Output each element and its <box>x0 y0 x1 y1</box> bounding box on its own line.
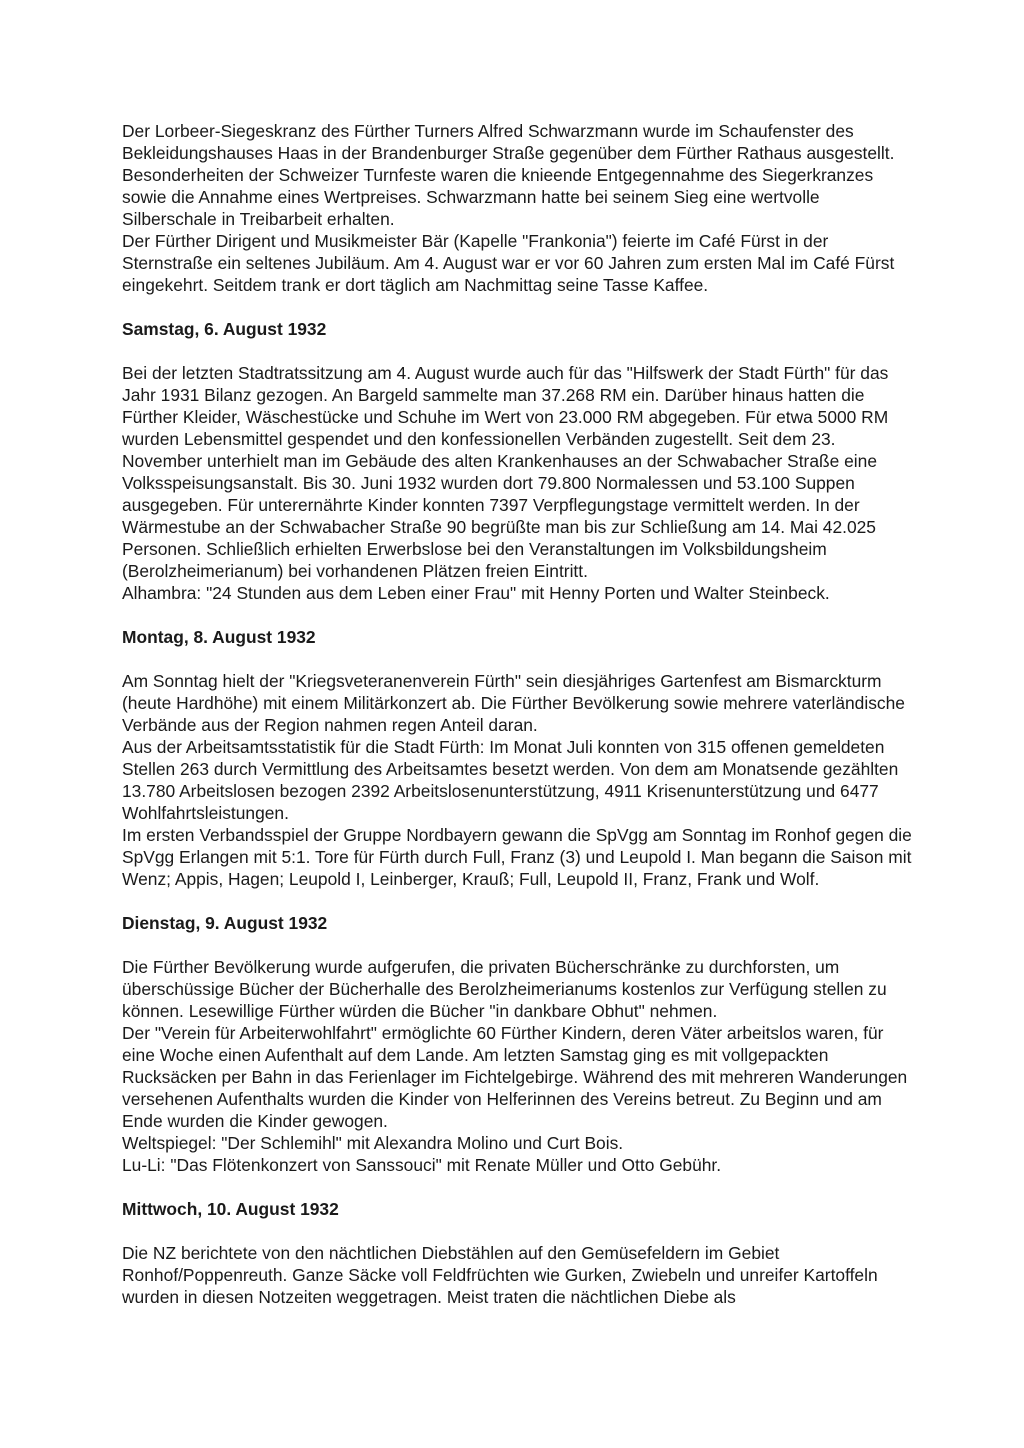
section-paragraph: Aus der Arbeitsamtsstatistik für die Stadt Fürth: Im Monat Juli konnten von 315 offenen gemeldeten Stellen 263 durch Vermittlung des Arbeitsamtes besetzt werden. Von dem am Monatsende gezählten 13.780 Arbeitslosen bezogen 2392 Arbeitslosenunterstützung, 4911 Krisenunterstützung und 6477 Wohlfahrtsleistungen. <box>122 737 899 823</box>
section-paragraph: Die Fürther Bevölkerung wurde aufgerufen, die privaten Bücherschränke zu durchforsten, um überschüssige Bücher der Bücherhalle des Berolzheimerianums kostenlos zur Verfügung stellen zu können. Lesewillige Fürther würden die Bücher "in dankbare Obhut" nehmen. <box>122 957 887 1021</box>
section-body-montag <box>122 670 912 890</box>
intro-paragraph-1: Der Lorbeer-Siegeskranz des Fürther Turners Alfred Schwarzmann wurde im Schaufenster des Bekleidungshauses Haas in der Brandenburger Straße gegenüber dem Fürther Rathaus ausgestellt. Besonderheiten der Schweizer Turnfeste waren die knieende Entgegennahme des Siegerkranzes sowie die Annahme eines Wertpreises. Schwarzmann hatte bei seinem Sieg eine wertvolle Silberschale in Treibarbeit erhalten. <box>122 121 895 229</box>
section-paragraph: Die NZ berichtete von den nächtlichen Diebstählen auf den Gemüsefeldern im Gebiet Ronhof/Poppenreuth. Ganze Säcke voll Feldfrüchten wie Gurken, Zwiebeln und unreifer Kartoffeln wurden in diesen Notzeiten weggetragen. Meist traten die nächtlichen Diebe als <box>122 1243 878 1307</box>
section-paragraph: Alhambra: "24 Stunden aus dem Leben einer Frau" mit Henny Porten und Walter Steinbeck. <box>122 583 830 603</box>
section-body-mittwoch <box>122 1242 912 1308</box>
section-heading-samstag: Samstag, 6. August 1932 <box>122 319 327 339</box>
intro-block <box>122 120 912 296</box>
section-body-samstag <box>122 362 912 604</box>
intro-paragraph-2: Der Fürther Dirigent und Musikmeister Bär (Kapelle "Frankonia") feierte im Café Fürst in der Sternstraße ein seltenes Jubiläum. Am 4. August war er vor 60 Jahren zum ersten Mal im Café Fürst eingekehrt. Seitdem trank er dort täglich am Nachmittag seine Tasse Kaffee. <box>122 231 895 295</box>
section-heading-montag: Montag, 8. August 1932 <box>122 627 316 647</box>
section-paragraph: Lu-Li: "Das Flötenkonzert von Sanssouci" mit Renate Müller und Otto Gebühr. <box>122 1155 722 1175</box>
document-page <box>122 120 912 1308</box>
section-paragraph: Im ersten Verbandsspiel der Gruppe Nordbayern gewann die SpVgg am Sonntag im Ronhof gegen die SpVgg Erlangen mit 5:1. Tore für Fürth durch Full, Franz (3) und Leupold I. Man begann die Saison mit Wenz; Appis, Hagen; Leupold I, Leinberger, Krauß; Full, Leupold II, Franz, Frank und Wolf. <box>122 825 912 889</box>
section-paragraph: Der "Verein für Arbeiterwohlfahrt" ermöglichte 60 Fürther Kindern, deren Väter arbeitslos waren, für eine Woche einen Aufenthalt auf dem Lande. Am letzten Samstag ging es mit vollgepackten Rucksäcken per Bahn in das Ferienlager im Fichtelgebirge. Während des mit mehreren Wanderungen versehenen Aufenthalts wurden die Kinder von Helferinnen des Vereins betreut. Zu Beginn und am Ende wurden die Kinder gewogen. <box>122 1023 908 1131</box>
section-paragraph: Bei der letzten Stadtratssitzung am 4. August wurde auch für das "Hilfswerk der Stadt Fürth" für das Jahr 1931 Bilanz gezogen. An Bargeld sammelte man 37.268 RM ein. Darüber hinaus hatten die Fürther Kleider, Wäschestücke und Schuhe im Wert von 23.000 RM abgegeben. Für etwa 5000 RM wurden Lebensmittel gespendet und den konfessionellen Verbänden zugestellt. Seit dem 23. November unterhielt man im Gebäude des alten Krankenhauses an der Schwabacher Straße eine Volksspeisungsanstalt. Bis 30. Juni 1932 wurden dort 79.800 Normalessen und 53.100 Suppen ausgegeben. Für unterernährte Kinder konnten 7397 Verpflegungstage vermittelt werden. In der Wärmestube an der Schwabacher Straße 90 begrüßte man bis zur Schließung am 14. Mai 42.025 Personen. Schließlich erhielten Erwerbslose bei den Veranstaltungen im Volksbildungsheim (Berolzheimerianum) bei vorhandenen Plätzen freien Eintritt. <box>122 363 889 581</box>
section-heading-mittwoch: Mittwoch, 10. August 1932 <box>122 1199 339 1219</box>
section-paragraph: Weltspiegel: "Der Schlemihl" mit Alexandra Molino und Curt Bois. <box>122 1133 624 1153</box>
section-body-dienstag <box>122 956 912 1176</box>
section-paragraph: Am Sonntag hielt der "Kriegsveteranenverein Fürth" sein diesjähriges Gartenfest am Bismarckturm (heute Hardhöhe) mit einem Militärkonzert ab. Die Fürther Bevölkerung sowie mehrere vaterländische Verbände aus der Region nahmen regen Anteil daran. <box>122 671 905 735</box>
section-heading-dienstag: Dienstag, 9. August 1932 <box>122 913 328 933</box>
